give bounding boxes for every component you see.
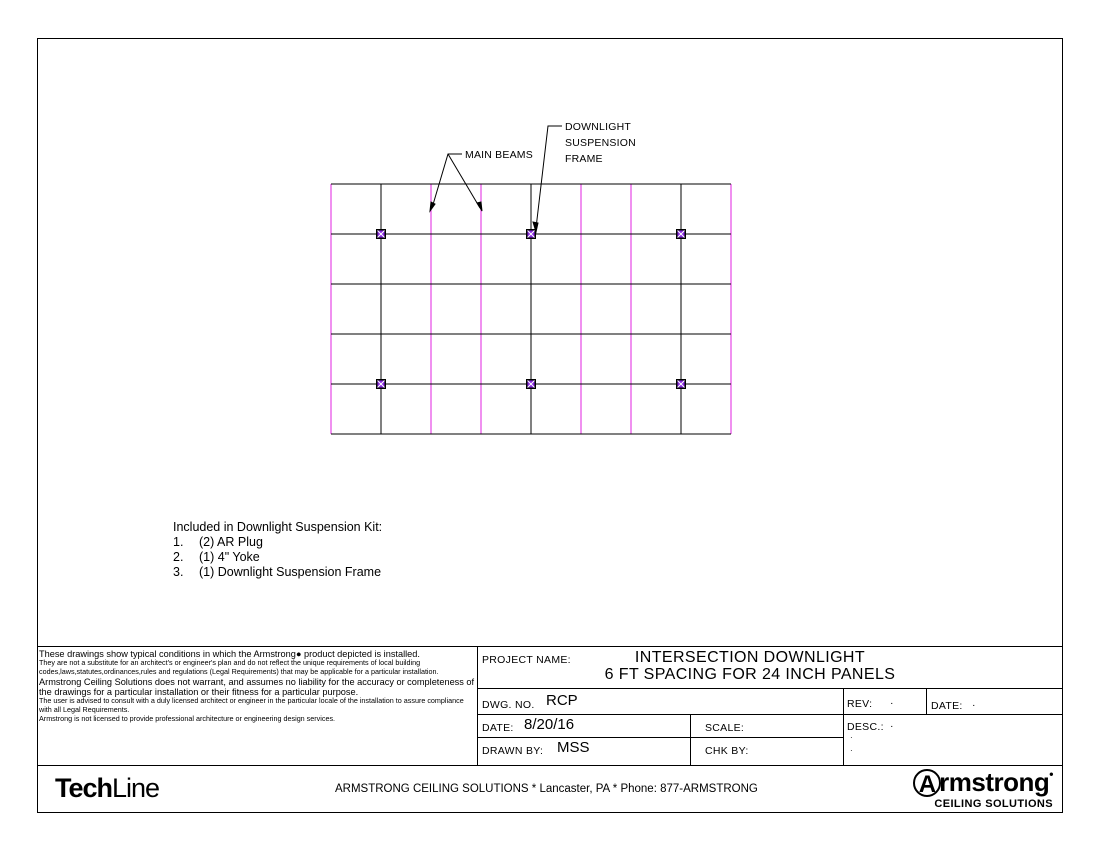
arrowhead-2 (477, 202, 482, 211)
armstrong-logo-subtitle: CEILING SOLUTIONS (934, 798, 1053, 810)
armstrong-logo (903, 767, 1053, 813)
kit-item-text: (1) Downlight Suspension Frame (199, 565, 382, 579)
kit-item-number: 3. (173, 565, 184, 579)
disclaimer-para-3: Armstrong Ceiling Solutions does not warrant, and assumes no liability for the accuracy or completeness of the drawings for a particular installation or their fitness for a particular purpose. (39, 676, 475, 697)
registered-mark-icon: ● (295, 649, 302, 659)
armstrong-logo-a: A (913, 769, 941, 797)
date-right-label: DATE: (931, 700, 963, 712)
downlight-frame-label-3: FRAME (565, 153, 603, 165)
downlight-frame-label-1: DOWNLIGHT (565, 121, 631, 133)
leader-lines (430, 126, 562, 232)
tb-divider-rev (843, 688, 844, 765)
disclaimer (39, 649, 475, 723)
downlight-frame-marker (676, 379, 686, 389)
main-beams-leader (432, 154, 462, 208)
disclaimer-line-1: These drawings show typical conditions in which the Armstrong (39, 649, 296, 659)
frame-leader (536, 126, 562, 228)
kit-item-number: 2. (173, 550, 184, 564)
downlight-frame-label-2: SUSPENSION (565, 137, 636, 149)
dwg-no-value: RCP (546, 692, 578, 709)
kit-item-number: 1. (173, 535, 184, 549)
rev-value: · (890, 697, 894, 709)
techline-brand-thin: Line (112, 773, 160, 803)
desc-value: · (890, 720, 894, 732)
desc-label: DESC.: (847, 721, 884, 733)
desc-value-3: · (850, 746, 853, 755)
downlight-frame-marker (676, 229, 686, 239)
downlight-frame-marker (526, 379, 536, 389)
tb-row-line-3 (477, 737, 843, 738)
disclaimer-para-4: The user is advised to consult with a duly licensed architect or engineer in the particular locale of the installation to assure compliance with all Legal Requirements. (39, 696, 464, 714)
kit-title: Included in Downlight Suspension Kit: (173, 520, 383, 534)
disclaimer-para-5: Armstrong is not licensed to provide professional architecture or engineering design services. (39, 713, 336, 723)
project-name-line-1: INTERSECTION DOWNLIGHT (634, 649, 866, 666)
armstrong-logo-word: rmstrong (939, 767, 1050, 797)
downlight-frame-marker (376, 379, 386, 389)
tb-divider-date (926, 688, 927, 714)
downlight-frame-marker (526, 229, 536, 239)
main-beams-label: MAIN BEAMS (465, 149, 533, 161)
kit-item (173, 550, 382, 565)
footer (37, 765, 1063, 813)
kit-item-text: (2) AR Plug (199, 535, 263, 549)
downlight-frame-marker (376, 229, 386, 239)
scale-label: SCALE: (705, 722, 745, 734)
techline-brand-bold: Tech (55, 773, 113, 803)
drawn-by-label: DRAWN BY: (482, 745, 544, 757)
tb-divider-scale (690, 714, 691, 765)
kit-item (173, 565, 382, 580)
chk-by-label: CHK BY: (705, 745, 749, 757)
date-label: DATE: (482, 722, 514, 734)
tb-row-line-2 (477, 714, 1063, 715)
rev-label: REV: (847, 698, 873, 710)
project-name-line-2: 6 FT SPACING FOR 24 INCH PANELS (604, 666, 896, 683)
dwg-no-label: DWG. NO. (482, 699, 535, 711)
kit-item (173, 535, 382, 550)
drawn-by-value: MSS (557, 739, 590, 756)
kit-item-text: (1) 4" Yoke (199, 550, 260, 564)
date-right-value: · (972, 699, 976, 711)
company-info: ARMSTRONG CEILING SOLUTIONS * Lancaster, PA * Phone: 877-ARMSTRONG (335, 783, 758, 795)
kit-list (173, 520, 382, 580)
project-name-label: PROJECT NAME: (482, 654, 571, 666)
arrowhead-1 (430, 202, 435, 211)
tb-row-line-1 (477, 688, 1063, 689)
main-beams-leader-2 (448, 154, 480, 208)
date-value: 8/20/16 (524, 716, 575, 733)
project-name (560, 649, 940, 683)
desc-value-2: · (850, 733, 853, 742)
techline-logo (55, 773, 159, 804)
registered-mark-icon: • (1049, 767, 1053, 781)
tb-divider-main (477, 646, 478, 765)
disclaimer-line-1b: product depicted is installed. (301, 649, 420, 659)
disclaimer-para-2: They are not a substitute for an architect's or engineer's plan and do not reflect the unique requirements of local building codes,laws,statutes,ordinances,rules and regulations (Legal Requirements) that may be applicable for a particular installation. (39, 658, 439, 676)
ceiling-grid (331, 184, 731, 434)
